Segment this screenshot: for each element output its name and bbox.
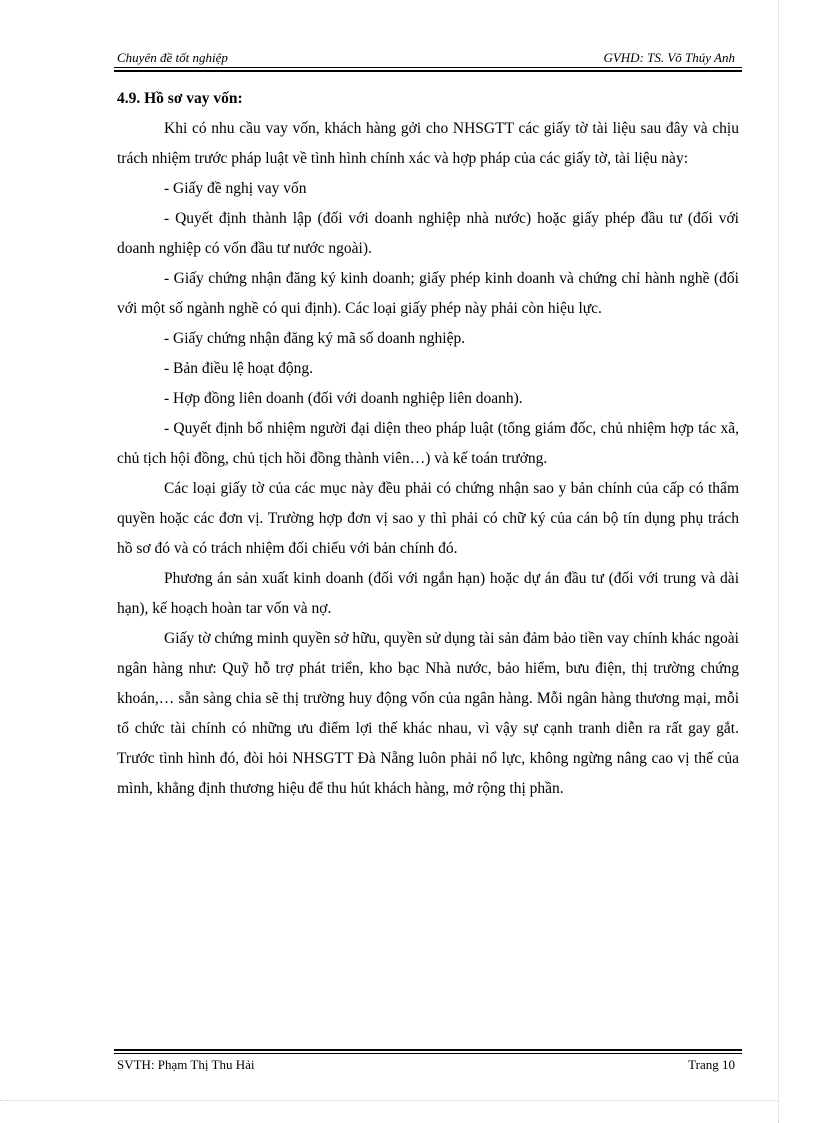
- list-item: - Giấy đề nghị vay vốn: [164, 180, 307, 197]
- header-right-text: GVHD: TS. Võ Thúy Anh: [603, 50, 735, 65]
- page-edge-bottom: [0, 1100, 778, 1101]
- document-body: [117, 84, 739, 804]
- body-paragraph: Giấy tờ chứng minh quyền sở hữu, quyền sử dụng tài sản đảm bảo tiền vay chính khác ngoài ngân hàng như: Quỹ hỗ trợ phát triển, kho bạc Nhà nước, bảo hiểm, bưu điện, thị trường chứng khoán,… sẵn sàng chia sẽ thị trường huy động vốn của ngân hàng. Mỗi ngân hàng thương mại, mỗi tổ chức tài chính có những ưu điểm lợi thế khác nhau, vì vậy sự cạnh tranh diễn ra rất gay gắt. Trước tình hình đó, đòi hỏi NHSGTT Đà Nẵng luôn phải nổ lực, không ngừng nâng cao vị thế của mình, khẳng định thương hiệu để thu hút khách hàng, mở rộng thị phần.: [117, 630, 739, 797]
- page-header: [117, 50, 739, 66]
- page-number: Trang 10: [688, 1057, 735, 1072]
- page-edge-right: [778, 0, 779, 1123]
- list-item: - Giấy chứng nhận đăng ký kinh doanh; giấy phép kinh doanh và chứng chỉ hành nghề (đối với một số ngành nghề có qui định). Các loại giấy phép này phải còn hiệu lực.: [117, 270, 739, 317]
- list-item: - Hợp đồng liên doanh (đối với doanh nghiệp liên doanh).: [164, 390, 523, 407]
- list-item: - Bản điều lệ hoạt động.: [164, 360, 313, 377]
- list-item: - Quyết định thành lập (đối với doanh nghiệp nhà nước) hoặc giấy phép đầu tư (đối với doanh nghiệp có vốn đầu tư nước ngoài).: [117, 210, 739, 257]
- body-paragraph: Phương án sản xuất kinh doanh (đối với ngắn hạn) hoặc dự án đầu tư (đối với trung và dài hạn), kế hoạch hoàn tar vốn và nợ.: [117, 570, 739, 617]
- footer-left-text: SVTH: Phạm Thị Thu Hải: [117, 1057, 255, 1072]
- header-left-text: Chuyên đề tốt nghiệp: [117, 50, 228, 65]
- list-item: - Giấy chứng nhận đăng ký mã số doanh nghiệp.: [164, 330, 466, 347]
- body-paragraph: Các loại giấy tờ của các mục này đều phải có chứng nhận sao y bản chính của cấp có thẩm quyền hoặc các đơn vị. Trường hợp đơn vị sao y thì phải có chữ ký của cán bộ tín dụng phụ trách hồ sơ đó và có trách nhiệm đối chiếu với bản chính đó.: [117, 480, 739, 557]
- intro-paragraph: Khi có nhu cầu vay vốn, khách hàng gởi cho NHSGTT các giấy tờ tài liệu sau đây và chịu trách nhiệm trước pháp luật về tình hình chính xác và hợp pháp của các giấy tờ, tài liệu này:: [117, 120, 739, 167]
- page-footer: [117, 1057, 739, 1073]
- header-rule: [114, 67, 742, 72]
- footer-rule: [114, 1049, 742, 1054]
- section-heading: 4.9. Hồ sơ vay vốn:: [117, 90, 243, 107]
- list-item: - Quyết định bổ nhiệm người đại diện theo pháp luật (tổng giám đốc, chủ nhiệm hợp tác xã, chủ tịch hội đồng, chủ tịch hồi đồng thành viên…) và kế toán trưởng.: [117, 420, 739, 467]
